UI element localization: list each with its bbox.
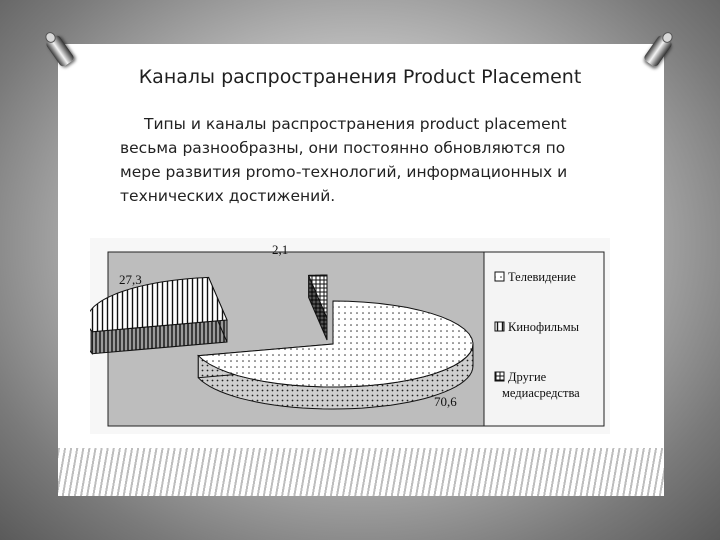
legend-label: Телевидение bbox=[508, 270, 576, 284]
data-label: 2,1 bbox=[272, 242, 289, 257]
legend-label: Другие медиасредства bbox=[502, 370, 580, 400]
slide-title: Каналы распространения Product Placement bbox=[138, 66, 582, 88]
legend-swatch-other bbox=[495, 372, 504, 381]
decorative-strokes bbox=[58, 448, 664, 496]
pie-chart-svg bbox=[90, 238, 610, 434]
data-label: 70,6 bbox=[434, 394, 457, 409]
legend-swatch-tv bbox=[495, 272, 504, 281]
pie-chart bbox=[90, 238, 610, 434]
data-label: 27,3 bbox=[119, 272, 142, 287]
legend-label: Кинофильмы bbox=[508, 320, 580, 334]
slide-paragraph: Типы и каналы распространения product placement весьма разнообразны, они постоянно обновляются по мере развития promo-технологий, информационных и технических достижений. bbox=[120, 115, 568, 205]
legend-swatch-film bbox=[495, 322, 504, 331]
